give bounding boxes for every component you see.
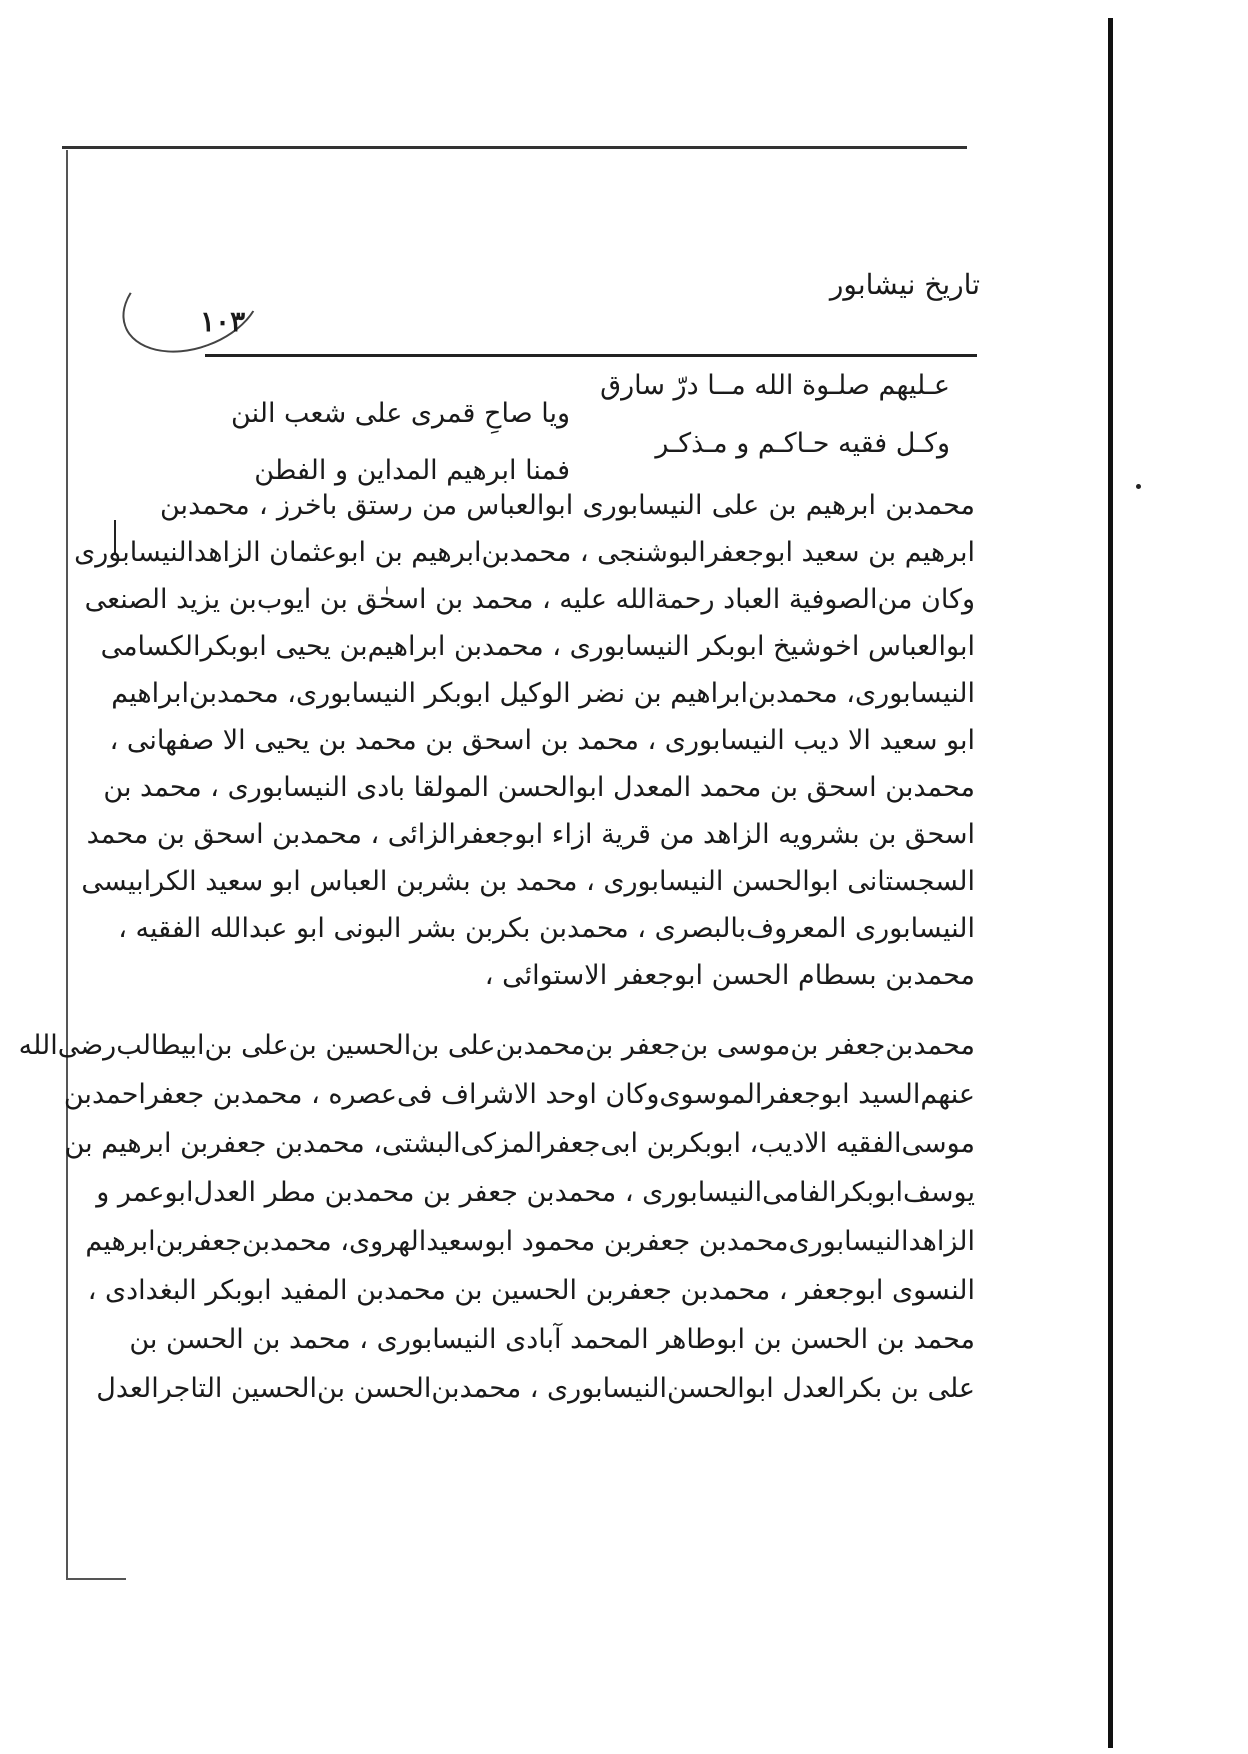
paragraph-1-line: اسحق بن بشرويه الزاهد من قرية ازاء ابوجعفرالزائى ، محمدبن اسحق بن محمد	[86, 819, 975, 850]
top-page-rule	[62, 146, 967, 149]
paragraph-2-line: موسى‌الفقيه الاديب، ابوبكربن ابى‌جعفرالمزكى‌البشتى، محمدبن جعفربن ابرهيم بن	[64, 1128, 975, 1159]
paragraph-1-line: ابرهيم بن سعيد ابوجعفرالبوشنجى ، محمدبن‌ابرهيم بن ابوعثمان الزاهدالنيسابورى	[74, 537, 975, 568]
running-header-title: تاريخ نيشابور	[829, 268, 980, 301]
paragraph-2-line: محمدبن‌جعفر بن‌موسى بن‌جعفر بن‌محمدبن‌على بن‌الحسين بن‌على بن‌ابيطالب‌رضى‌الله	[18, 1030, 975, 1061]
margin-dot	[1136, 484, 1141, 489]
paragraph-1-line: محمدبن بسطام الحسن ابوجعفر الاستوائى ،	[484, 960, 975, 991]
header-rule	[205, 354, 977, 357]
paragraph-2-line: محمد بن الحسن بن ابوطاهر المحمد آبادى النيسابورى ، محمد بن الحسن بن	[129, 1324, 975, 1355]
page-number: ١٠٣	[200, 305, 246, 338]
verse-2-right-hemistich: وكـل فقيه حـاكـم و مـذكـر	[655, 428, 950, 459]
paragraph-2-line: النسوى ابوجعفر ، محمدبن جعفربن الحسين بن محمدبن المفيد ابوبكر البغدادى ،	[87, 1275, 975, 1306]
paragraph-2-line: الزاهدالنيسابورى‌محمدبن جعفربن محمود ابوسعيدالهروى، محمدبن‌جعفربن‌ابرهيم	[85, 1226, 975, 1257]
paragraph-1-line: محمدبن ابرهيم بن على النيسابورى ابوالعباس من رستق باخرز ، محمدبن	[160, 490, 975, 521]
paragraph-1-line: محمدبن اسحق بن محمد المعدل ابوالحسن المولقا بادى النيسابورى ، محمد بن	[103, 772, 975, 803]
binding-edge-line	[1108, 18, 1113, 1748]
paragraph-1-line: السجستانى ابوالحسن النيسابورى ، محمد بن بشربن العباس ابو سعيد الكرابيسى	[81, 866, 975, 897]
paragraph-1-line: النيسابورى المعروف‌بالبصرى ، محمدبن بكربن بشر البونى ابو عبدالله الفقيه ،	[118, 913, 975, 944]
paragraph-2-line: على بن بكرالعدل ابوالحسن‌النيسابورى ، محمدبن‌الحسن بن‌الحسين التاجرالعدل	[96, 1373, 975, 1404]
corner-curve-mark	[108, 233, 275, 371]
verse-2-left-hemistich: فمنا ابرهيم المداين و الفطن	[254, 455, 570, 486]
paragraph-1-line: ابو سعيد الا ديب النيسابورى ، محمد بن اسحق بن محمد بن يحيى الا صفهانى ،	[109, 725, 975, 756]
bottom-margin-rule	[66, 1578, 126, 1580]
paragraph-1-line: النيسابورى، محمدبن‌ابراهيم بن نضر الوكيل ابوبكر النيسابورى، محمدبن‌ابراهيم	[111, 678, 975, 709]
verse-1-right-hemistich: عـليهم صلـوة الله مــا درّ سارق	[600, 370, 950, 401]
verse-1-left-hemistich: ويا صاحِ قمرى على شعب النن	[231, 398, 570, 429]
left-margin-line	[66, 150, 68, 1580]
paragraph-1-line: وكان من‌الصوفية العباد رحمةالله عليه ، محمد بن اسحٰق بن ايوب‌بن يزيد الصنعى	[84, 584, 975, 615]
paragraph-2-line: يوسف‌ابوبكرالفامى‌النيسابورى ، محمدبن جعفر بن محمدبن مطر العدل‌ابوعمر و	[96, 1177, 975, 1208]
paragraph-1-line: ابوالعباس اخوشيخ ابوبكر النيسابورى ، محمدبن ابراهيم‌بن يحيى ابوبكرالكسامى	[100, 631, 975, 662]
paragraph-2-line: عنهم‌السيد ابوجعفرالموسوى‌وكان اوحد الاشراف فى‌عصره ، محمدبن جعفراحمدبن	[63, 1079, 975, 1110]
